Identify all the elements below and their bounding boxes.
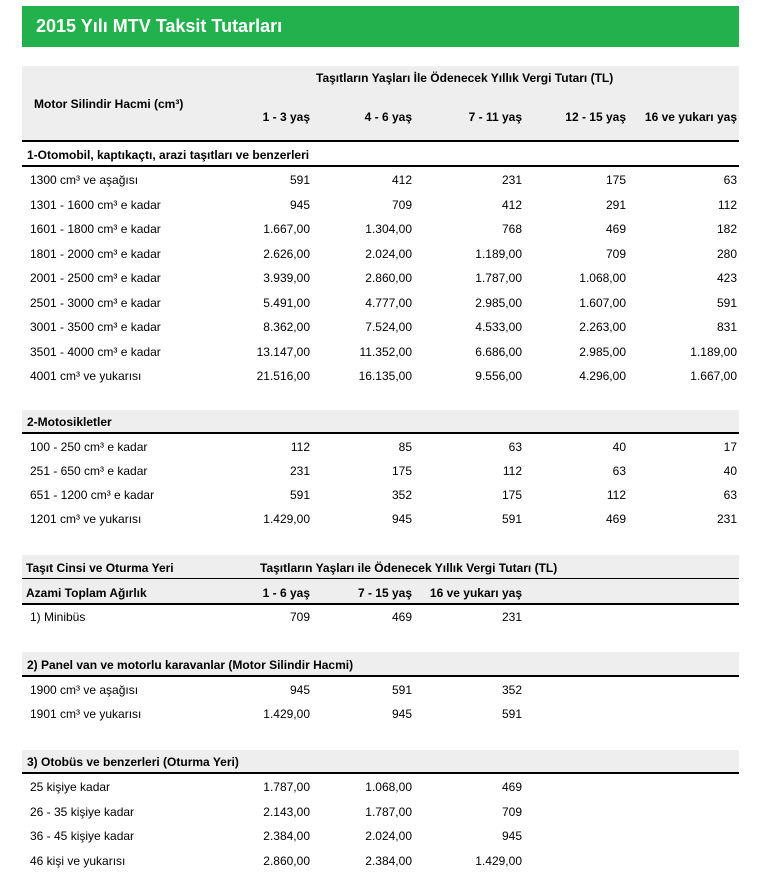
value-cell: 2.143,00 [263, 804, 310, 819]
value-cell: 2.985,00 [579, 344, 626, 359]
value-cell: 16.135,00 [358, 369, 412, 383]
column-header: 16 ve yukarı yaş [429, 586, 522, 600]
value-cell: 11.352,00 [359, 344, 412, 359]
page-title: 2015 Yılı MTV Taksit Tutarları [36, 16, 283, 36]
value-cell: 21.516,00 [256, 369, 310, 383]
column-header: 1 - 3 yaş [262, 110, 310, 124]
value-cell: 709 [391, 197, 412, 212]
value-cell: 231 [289, 464, 310, 478]
header-rule [22, 140, 739, 142]
value-cell: 768 [501, 222, 522, 236]
value-cell: 1.667,00 [690, 369, 737, 383]
value-cell: 1.068,00 [365, 780, 412, 794]
value-cell: 709 [501, 804, 522, 819]
value-cell: 85 [398, 440, 412, 454]
value-cell: 945 [289, 683, 310, 697]
value-cell: 182 [716, 222, 737, 236]
value-cell: 352 [391, 488, 412, 502]
value-cell: 352 [501, 683, 522, 697]
value-cell: 1.429,00 [475, 853, 522, 868]
value-cell: 2.626,00 [263, 246, 310, 261]
value-cell: 231 [716, 512, 737, 526]
value-cell: 1.068,00 [579, 271, 626, 285]
value-cell: 13.147,00 [256, 344, 310, 359]
value-cell: 175 [391, 464, 412, 478]
value-cell: 591 [391, 683, 412, 697]
value-cell: 2.263,00 [579, 320, 626, 334]
value-cell: 63 [723, 488, 737, 502]
section-rule [22, 165, 739, 167]
section-title: 1-Otomobil, kaptıkaçtı, arazi taşıtları ve benzerleri [27, 148, 310, 162]
row-label: 46 kişi ve yukarısı [30, 853, 126, 868]
value-cell: 709 [289, 610, 310, 624]
row-label: 1300 cm³ ve aşağısı [30, 173, 139, 187]
value-cell: 4.296,00 [579, 369, 626, 383]
value-cell: 280 [716, 246, 737, 261]
value-cell: 40 [723, 464, 737, 478]
value-cell: 112 [717, 197, 737, 212]
value-cell: 8.362,00 [263, 320, 310, 334]
value-cell: 63 [508, 440, 522, 454]
row-header: Azami Toplam Ağırlık [26, 586, 147, 600]
value-cell: 709 [605, 246, 626, 261]
value-cell: 2.860,00 [263, 853, 310, 868]
value-cell: 945 [501, 829, 522, 843]
value-cell: 4.533,00 [475, 320, 522, 334]
row-label: 3001 - 3500 cm³ e kadar [30, 320, 161, 334]
value-cell: 175 [501, 488, 522, 502]
value-cell: 1.787,00 [263, 780, 310, 794]
value-cell: 831 [716, 320, 737, 334]
value-cell: 591 [501, 707, 522, 721]
value-cell: 2.985,00 [475, 295, 522, 310]
row-label: 2501 - 3000 cm³ e kadar [30, 295, 161, 310]
row-label: 4001 cm³ ve yukarısı [30, 369, 142, 383]
section-rule [22, 772, 739, 774]
value-cell: 9.556,00 [475, 369, 522, 383]
value-cell: 7.524,00 [365, 320, 412, 334]
row-header: Taşıt Cinsi ve Oturma Yeri [26, 561, 174, 575]
value-cell: 2.024,00 [365, 246, 412, 261]
column-group-header: Taşıtların Yaşları ile Ödenecek Yıllık Vergi Tutarı (TL) [260, 561, 558, 575]
header-rule [22, 603, 739, 605]
value-cell: 1.429,00 [263, 512, 310, 526]
row-label: 1301 - 1600 cm³ e kadar [30, 197, 161, 212]
value-cell: 945 [391, 707, 412, 721]
value-cell: 591 [289, 488, 310, 502]
value-cell: 17 [723, 440, 737, 454]
value-cell: 469 [391, 610, 412, 624]
value-cell: 112 [606, 488, 626, 502]
value-cell: 291 [605, 197, 626, 212]
value-cell: 231 [501, 610, 522, 624]
value-cell: 63 [612, 464, 626, 478]
row-label: 100 - 250 cm³ e kadar [30, 440, 148, 454]
row-label: 2001 - 2500 cm³ e kadar [30, 271, 161, 285]
row-label: 26 - 35 kişiye kadar [30, 804, 135, 819]
column-header: 7 - 15 yaş [357, 586, 412, 600]
section-rule [22, 432, 739, 434]
value-cell: 40 [612, 440, 626, 454]
section-title: 2) Panel van ve motorlu karavanlar (Motor Silindir Hacmi) [27, 658, 354, 672]
row-label: 25 kişiye kadar [30, 780, 111, 794]
title-banner [22, 6, 739, 47]
row-label: 1900 cm³ ve aşağısı [30, 683, 139, 697]
header-rule [22, 578, 739, 579]
value-cell: 4.777,00 [365, 295, 412, 310]
value-cell: 112 [502, 464, 522, 478]
column-header: 16 ve yukarı yaş [644, 110, 737, 124]
value-cell: 591 [716, 295, 737, 310]
section-rule [22, 675, 739, 677]
value-cell: 2.384,00 [365, 853, 412, 868]
value-cell: 1.189,00 [690, 344, 737, 359]
value-cell: 469 [605, 222, 626, 236]
row-label: 651 - 1200 cm³ e kadar [30, 488, 155, 502]
column-header: 7 - 11 yaş [468, 110, 522, 124]
row-label: 1601 - 1800 cm³ e kadar [30, 222, 161, 236]
row-label: 1801 - 2000 cm³ e kadar [30, 246, 161, 261]
value-cell: 1.667,00 [263, 222, 310, 236]
column-header: 4 - 6 yaş [364, 110, 412, 124]
value-cell: 5.491,00 [263, 295, 310, 310]
value-cell: 945 [391, 512, 412, 526]
value-cell: 591 [289, 173, 310, 187]
section-title: 2-Motosikletler [27, 415, 112, 429]
column-header: 1 - 6 yaş [262, 586, 310, 600]
value-cell: 945 [289, 197, 310, 212]
row-label: 3501 - 4000 cm³ e kadar [30, 344, 161, 359]
value-cell: 1.787,00 [365, 804, 412, 819]
value-cell: 1.607,00 [579, 295, 626, 310]
section-band [22, 410, 739, 432]
value-cell: 2.024,00 [365, 829, 412, 843]
value-cell: 63 [723, 173, 737, 187]
value-cell: 1.189,00 [475, 246, 522, 261]
row-label: 36 - 45 kişiye kadar [30, 829, 135, 843]
value-cell: 591 [501, 512, 522, 526]
value-cell: 231 [501, 173, 522, 187]
row-label: 1901 cm³ ve yukarısı [30, 707, 142, 721]
value-cell: 1.787,00 [475, 271, 522, 285]
value-cell: 469 [501, 780, 522, 794]
column-header: 12 - 15 yaş [565, 110, 626, 124]
value-cell: 1.304,00 [365, 222, 412, 236]
value-cell: 2.860,00 [365, 271, 412, 285]
value-cell: 412 [391, 173, 412, 187]
value-cell: 3.939,00 [263, 271, 310, 285]
value-cell: 469 [605, 512, 626, 526]
value-cell: 6.686,00 [475, 344, 522, 359]
row-label: 251 - 650 cm³ e kadar [30, 464, 148, 478]
value-cell: 412 [501, 197, 522, 212]
value-cell: 1.429,00 [263, 707, 310, 721]
column-group-header: Taşıtların Yaşları İle Ödenecek Yıllık Vergi Tutarı (TL) [316, 71, 614, 85]
row-label: 1) Minibüs [30, 610, 86, 624]
row-label: 1201 cm³ ve yukarısı [30, 512, 142, 526]
row-header: Motor Silindir Hacmi (cm³) [34, 97, 184, 111]
section-title: 3) Otobüs ve benzerleri (Oturma Yeri) [27, 755, 239, 769]
value-cell: 175 [605, 173, 626, 187]
value-cell: 2.384,00 [263, 829, 310, 843]
value-cell: 423 [716, 271, 737, 285]
value-cell: 112 [290, 440, 310, 454]
